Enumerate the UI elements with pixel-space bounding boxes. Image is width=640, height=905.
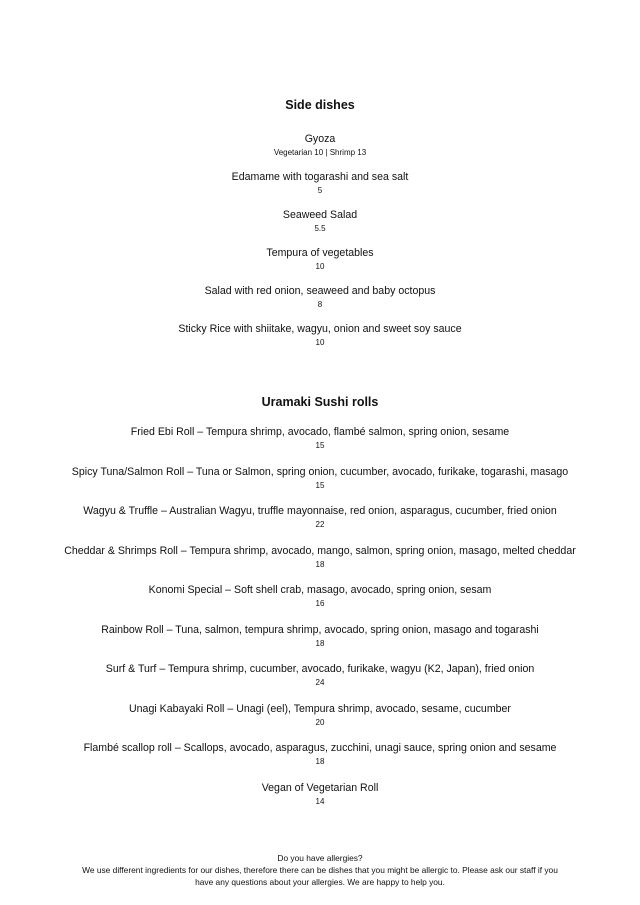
section-title: Side dishes: [285, 98, 355, 112]
menu-item-name: Konomi Special – Soft shell crab, masago, avocado, spring onion, sesam: [148, 584, 492, 596]
menu-item-name: Gyoza: [304, 133, 336, 145]
menu-item-name: Surf & Turf – Tempura shrimp, cucumber, avocado, furikake, wagyu (K2, Japan), fried onion: [105, 663, 535, 675]
menu-item-name: Unagi Kabayaki Roll – Unagi (eel), Tempura shrimp, avocado, sesame, cucumber: [129, 702, 511, 715]
allergy-question: Do you have allergies?: [277, 853, 363, 863]
menu-item: [0, 285, 640, 311]
menu-item-name: Edamame with togarashi and sea salt: [231, 171, 409, 183]
menu-item: [0, 426, 640, 452]
menu-item-price: 24: [315, 678, 325, 687]
menu-item: [0, 323, 640, 349]
menu-item: [0, 505, 640, 531]
section-title: Uramaki Sushi rolls: [261, 395, 379, 409]
menu-item-price: 16: [315, 599, 325, 608]
menu-item-name: Vegan of Vegetarian Roll: [261, 781, 379, 794]
allergy-text: We use different ingredients for our dishes, therefore there can be dishes that you might be allergic to. Please ask our staff if you have any questions about your allergies. We are happy to help you.: [82, 865, 558, 887]
menu-item: [0, 624, 640, 650]
menu-item: [0, 545, 640, 571]
menu-item: [0, 782, 640, 808]
menu-item-price: 22: [315, 520, 325, 529]
menu-item-name: Fried Ebi Roll – Tempura shrimp, avocado, flambé salmon, spring onion, sesame: [130, 426, 510, 438]
menu-item-name: Seaweed Salad: [282, 209, 358, 221]
menu-item-price: Vegetarian 10 | Shrimp 13: [273, 148, 367, 157]
menu-item-price: 18: [315, 757, 325, 766]
menu-item-price: 10: [315, 262, 325, 271]
menu-item-price: 15: [315, 480, 325, 490]
menu-item-price: 18: [315, 559, 325, 569]
menu-item-price: 5.5: [314, 224, 326, 233]
menu-item: [0, 247, 640, 273]
menu-item-price: 8: [317, 300, 323, 309]
menu-item-name: Flambé scallop roll – Scallops, avocado, asparagus, zucchini, unagi sauce, spring onion and sesame: [83, 742, 557, 754]
side-dishes-section: [0, 97, 640, 361]
allergy-notice: [0, 852, 640, 888]
menu-item-name: Wagyu & Truffle – Australian Wagyu, truffle mayonnaise, red onion, asparagus, cucumber, fried onion: [83, 505, 557, 517]
menu-item-name: Rainbow Roll – Tuna, salmon, tempura shrimp, avocado, spring onion, masago and togarashi: [101, 623, 539, 636]
menu-item: [0, 742, 640, 768]
menu-item: [0, 171, 640, 197]
uramaki-list: [0, 426, 640, 808]
menu-item: [0, 703, 640, 729]
menu-item-name: Tempura of vegetables: [266, 247, 374, 259]
menu-item-price: 10: [315, 338, 325, 347]
menu-item-name: Cheddar & Shrimps Roll – Tempura shrimp, avocado, mango, salmon, spring onion, masago, melted cheddar: [64, 544, 576, 557]
menu-item: [0, 584, 640, 610]
menu-item-price: 18: [315, 638, 325, 648]
menu-item-name: Sticky Rice with shiitake, wagyu, onion and sweet soy sauce: [178, 323, 462, 335]
side-dishes-list: [0, 133, 640, 349]
menu-item-name: Salad with red onion, seaweed and baby octopus: [204, 285, 436, 297]
menu-item-price: 14: [315, 796, 325, 806]
menu-item-price: 20: [315, 717, 325, 727]
menu-item: [0, 466, 640, 492]
uramaki-section: [0, 394, 640, 821]
menu-item: [0, 209, 640, 235]
menu-item-price: 15: [315, 441, 325, 450]
menu-item: [0, 663, 640, 689]
menu-item: [0, 133, 640, 159]
menu-item-price: 5: [317, 186, 323, 195]
menu-item-name: Spicy Tuna/Salmon Roll – Tuna or Salmon, spring onion, cucumber, avocado, furikake, togarashi, masago: [71, 465, 569, 478]
